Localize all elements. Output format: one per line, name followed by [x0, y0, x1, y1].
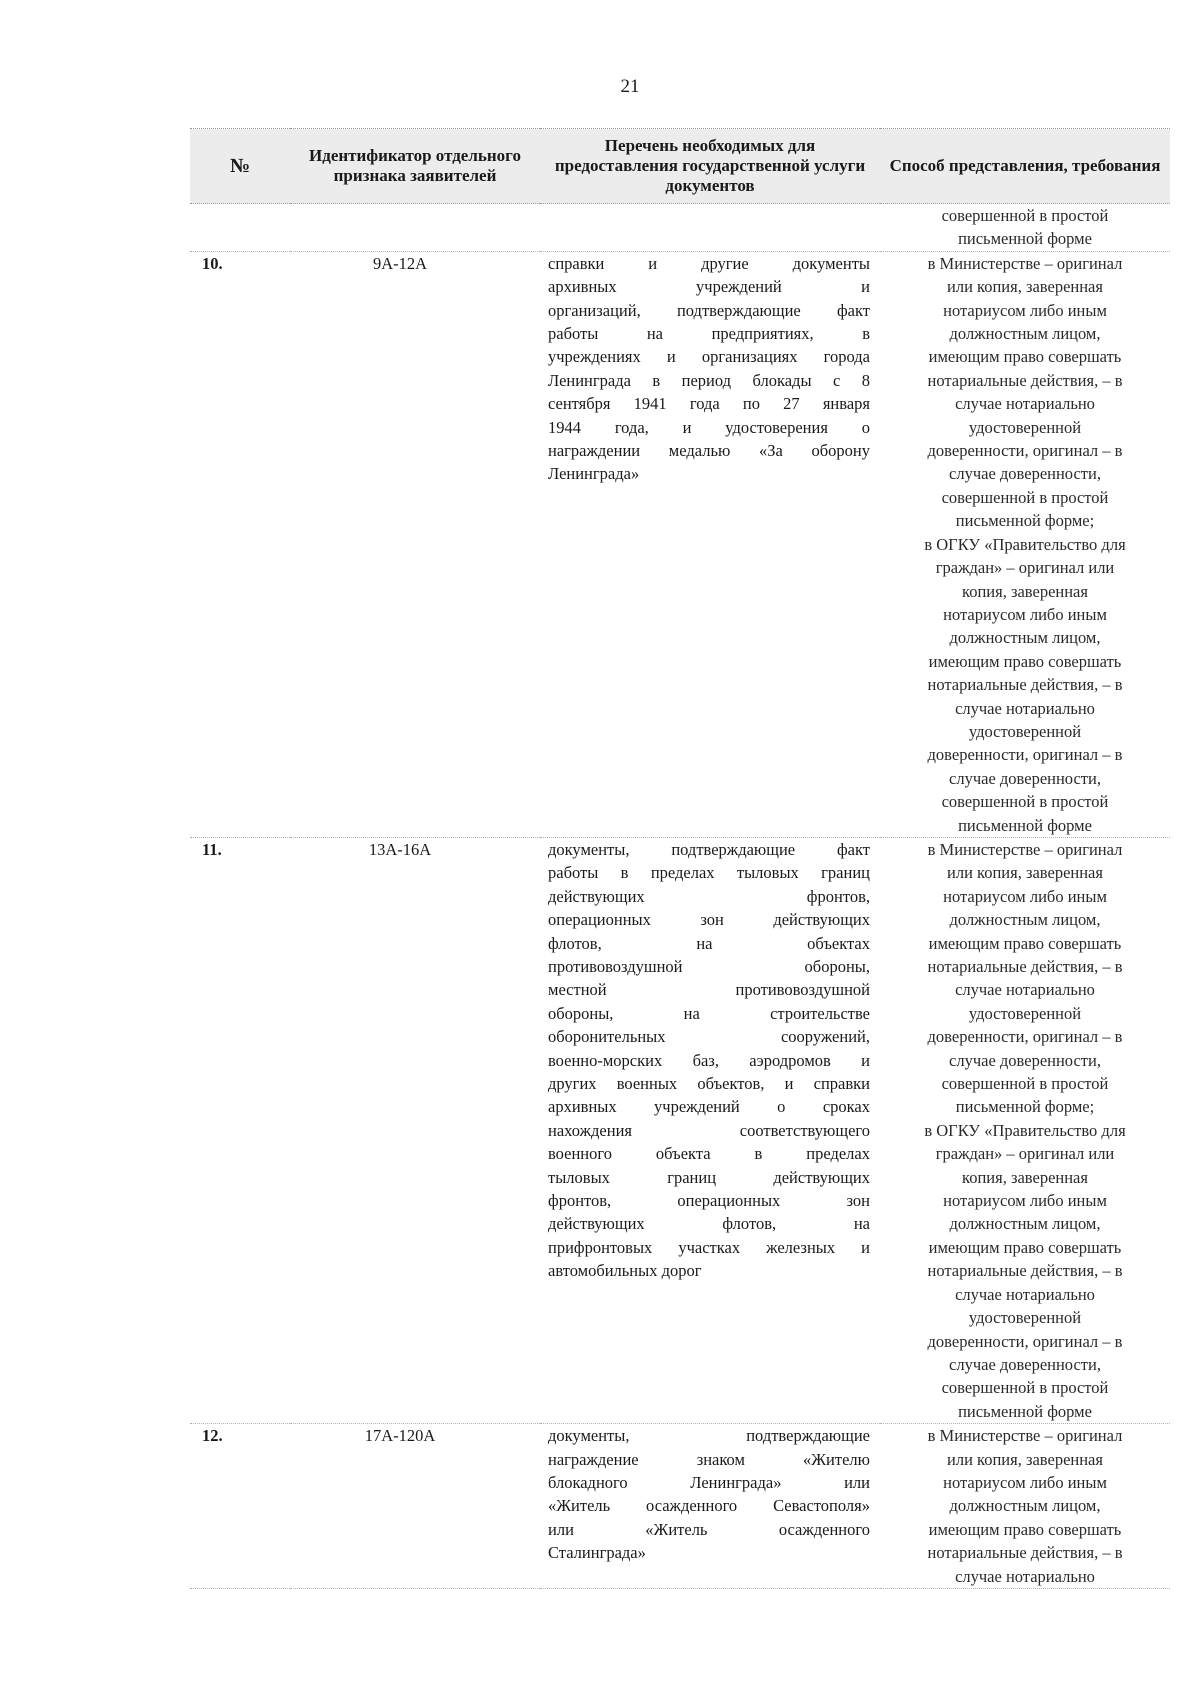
method-line: совершенной в простой	[941, 487, 1109, 507]
method-line: нотариальные действия, – в	[927, 1543, 1123, 1563]
method-line: граждан» – оригинал или	[935, 558, 1115, 578]
method-line: копия, заверенная	[962, 581, 1088, 601]
method-line: имеющим право совершать	[928, 1237, 1122, 1257]
method-line: удостоверенной	[968, 721, 1082, 741]
row-identifier: 17А-120А	[290, 1424, 540, 1589]
method-line: случае нотариально	[955, 1566, 1095, 1586]
method-line: случае доверенности,	[949, 768, 1101, 788]
method-line: совершенной в простой	[941, 1378, 1109, 1398]
documents-line: других военных объектов, и справки	[548, 1074, 870, 1094]
method-line: имеющим право совершать	[928, 1519, 1122, 1539]
method-line: в Министерстве – оригинал	[927, 253, 1123, 273]
row-number: 12.	[190, 1424, 290, 1589]
documents-line: «Житель осажденного Севастополя»	[548, 1496, 870, 1516]
method-line: письменной форме	[958, 1401, 1092, 1421]
method-line: нотариальные действия, – в	[927, 370, 1123, 390]
method-line: доверенности, оригинал – в	[927, 745, 1123, 765]
header-documents: Перечень необходимых для предоставления государственной услуги документов	[540, 129, 880, 204]
continuation-cell	[880, 204, 1170, 252]
method-line: в Министерстве – оригинал	[927, 839, 1123, 859]
documents-line: или «Житель осажденного	[548, 1519, 870, 1539]
method-line: в ОГКУ «Правительство для	[924, 534, 1126, 554]
method-line: копия, заверенная	[962, 1167, 1088, 1187]
method-line: нотариусом либо иным	[943, 1472, 1107, 1492]
method-line: случае доверенности,	[949, 1050, 1101, 1070]
method-line: должностным лицом,	[949, 1496, 1101, 1516]
method-line: в ОГКУ «Правительство для	[924, 1120, 1126, 1140]
row-documents	[540, 837, 880, 1423]
method-line: случае доверенности,	[949, 464, 1101, 484]
table-row	[190, 251, 1170, 837]
method-line: должностным лицом,	[949, 1214, 1101, 1234]
documents-line: тыловых границ действующих	[548, 1167, 870, 1187]
header-method: Способ представления, требования	[880, 129, 1170, 204]
method-line: случае доверенности,	[949, 1354, 1101, 1374]
method-line: доверенности, оригинал – в	[927, 1027, 1123, 1047]
documents-line: Сталинграда»	[548, 1543, 646, 1563]
table-row	[190, 1424, 1170, 1589]
method-line: письменной форме;	[955, 1097, 1095, 1117]
method-line: доверенности, оригинал – в	[927, 1331, 1123, 1351]
documents-line: организаций, подтверждающие факт	[548, 300, 870, 320]
header-identifier: Идентификатор отдельного признака заявителей	[290, 129, 540, 204]
documents-line: обороны, на строительстве	[548, 1003, 870, 1023]
documents-line: 1944 года, и удостоверения о	[548, 417, 870, 437]
documents-line: военного объекта в пределах	[548, 1144, 870, 1164]
row-documents	[540, 251, 880, 837]
method-line: нотариальные действия, – в	[927, 675, 1123, 695]
documents-line: нахождения соответствующего	[548, 1120, 870, 1140]
method-line: письменной форме;	[955, 511, 1095, 531]
row-method	[880, 1424, 1170, 1589]
method-line: имеющим право совершать	[928, 651, 1122, 671]
documents-line: документы, подтверждающие факт	[548, 839, 870, 859]
method-line: нотариусом либо иным	[943, 1191, 1107, 1211]
continuation-line: письменной форме	[958, 229, 1092, 249]
row-number: 10.	[190, 251, 290, 837]
continuation-row	[190, 204, 1170, 252]
method-line: случае нотариально	[955, 1284, 1095, 1304]
row-method	[880, 251, 1170, 837]
method-line: удостоверенной	[968, 1003, 1082, 1023]
method-line: нотариальные действия, – в	[927, 957, 1123, 976]
method-line: случае нотариально	[955, 980, 1095, 1000]
row-documents	[540, 1424, 880, 1589]
documents-line: автомобильных дорог	[548, 1261, 702, 1281]
documents-line: флотов, на объектах	[548, 933, 870, 953]
method-line: доверенности, оригинал – в	[927, 441, 1123, 461]
documents-line: местной противовоздушной	[548, 980, 870, 1000]
method-line: нотариальные действия, – в	[927, 1261, 1123, 1281]
method-line: в Министерстве – оригинал	[927, 1426, 1123, 1446]
method-line: совершенной в простой	[941, 1074, 1109, 1094]
method-line: или копия, заверенная	[947, 1449, 1103, 1469]
documents-line: справки и другие документы	[548, 253, 870, 273]
table-header	[190, 129, 1170, 204]
method-line: граждан» – оригинал или	[935, 1144, 1115, 1164]
method-line: должностным лицом,	[949, 628, 1101, 648]
page-number: 21	[620, 76, 640, 97]
documents-line: архивных учреждений и	[548, 277, 870, 297]
documents-line: военно-морских баз, аэродромов и	[548, 1050, 870, 1070]
row-identifier: 9А-12А	[290, 251, 540, 837]
documents-line: прифронтовых участках железных и	[548, 1237, 870, 1257]
method-line: или копия, заверенная	[947, 863, 1103, 883]
documents-line: действующих флотов, на	[548, 1214, 870, 1234]
documents-line: фронтов, операционных зон	[548, 1191, 870, 1211]
table-body	[190, 204, 1170, 1589]
method-line: нотариусом либо иным	[943, 300, 1107, 320]
method-line: нотариусом либо иным	[943, 604, 1107, 624]
method-line: совершенной в простой	[941, 792, 1109, 812]
documents-line: награждении медалью «За оборону	[548, 441, 870, 461]
row-number: 11.	[190, 837, 290, 1423]
documents-line: работы на предприятиях, в	[548, 324, 870, 344]
continuation-line: совершенной в простой	[941, 206, 1109, 225]
documents-line: операционных зон действующих	[548, 910, 870, 930]
method-line: имеющим право совершать	[928, 347, 1122, 367]
method-line: должностным лицом,	[949, 324, 1101, 344]
documents-line: работы в пределах тыловых границ	[548, 863, 870, 883]
documents-line: сентября 1941 года по 27 января	[548, 394, 870, 414]
method-line: удостоверенной	[968, 1308, 1082, 1328]
documents-line: блокадного Ленинграда» или	[548, 1472, 870, 1492]
documents-line: оборонительных сооружений,	[548, 1027, 870, 1047]
row-identifier: 13А-16А	[290, 837, 540, 1423]
documents-line: награждение знаком «Жителю	[548, 1449, 870, 1469]
documents-line: Ленинграда»	[548, 464, 640, 484]
method-line: имеющим право совершать	[928, 933, 1122, 953]
documents-line: учреждениях и организациях города	[548, 347, 870, 367]
method-line: удостоверенной	[968, 417, 1082, 437]
header-number: №	[190, 129, 290, 204]
method-line: случае нотариально	[955, 698, 1095, 718]
documents-line: противовоздушной обороны,	[548, 957, 870, 976]
method-line: или копия, заверенная	[947, 277, 1103, 297]
method-line: должностным лицом,	[949, 910, 1101, 930]
row-method	[880, 837, 1170, 1423]
method-line: письменной форме	[958, 815, 1092, 835]
documents-line: архивных учреждений о сроках	[548, 1097, 870, 1117]
table-row	[190, 837, 1170, 1423]
method-line: нотариусом либо иным	[943, 886, 1107, 906]
documents-line: действующих фронтов,	[548, 886, 870, 906]
documents-table	[190, 128, 1170, 1589]
documents-line: документы, подтверждающие	[548, 1426, 870, 1446]
method-line: случае нотариально	[955, 394, 1095, 414]
documents-line: Ленинграда в период блокады с 8	[548, 370, 870, 390]
